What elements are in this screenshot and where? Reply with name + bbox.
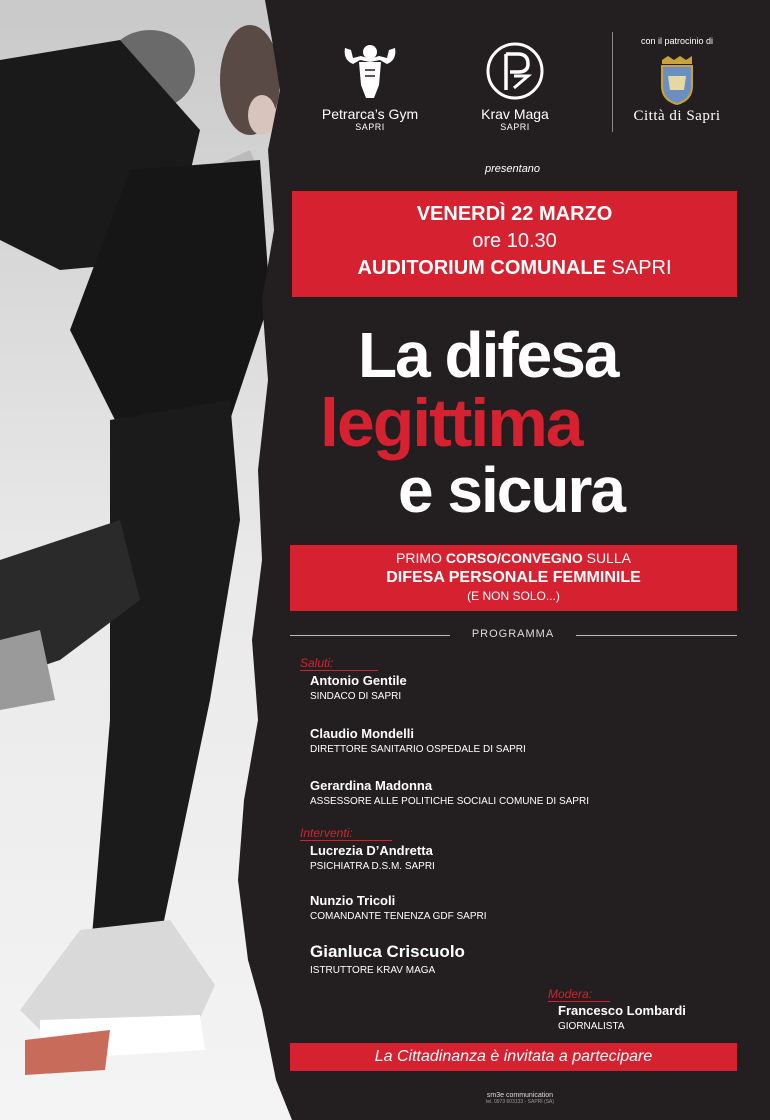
person-name: Nunzio Tricoli — [310, 893, 396, 908]
person-name: Antonio Gentile — [310, 673, 407, 688]
subtitle-line1-a: PRIMO — [396, 550, 446, 566]
saluti-person-1 — [310, 673, 407, 702]
subtitle-box — [290, 545, 737, 611]
title-line-1: La difesa — [358, 319, 618, 391]
credit-contact: tel. 0973 603133 - SAPRI (SA) — [485, 1099, 555, 1105]
person-role: DIRETTORE SANITARIO OSPEDALE DI SAPRI — [310, 744, 526, 755]
subtitle-line2: DIFESA PERSONALE FEMMINILE — [386, 569, 641, 586]
invitation-text: La Cittadinanza è invitata a partecipare — [374, 1048, 653, 1065]
gym-logo — [305, 40, 435, 132]
saluti-label: Saluti: — [300, 656, 334, 670]
event-box — [292, 191, 737, 297]
person-role: ASSESSORE ALLE POLITICHE SOCIALI COMUNE DI SAPRI — [310, 796, 589, 807]
person-name: Gianluca Criscuolo — [310, 942, 465, 961]
event-date: VENERDÌ 22 MARZO — [416, 203, 613, 225]
krav-city: SAPRI — [500, 122, 530, 132]
person-role: SINDACO DI SAPRI — [310, 691, 402, 702]
krav-logo — [465, 40, 565, 132]
saluti-person-3 — [310, 778, 589, 807]
patron-prefix: con il patrocinio di — [640, 36, 714, 46]
presentano-text: presentano — [485, 163, 541, 175]
person-role: COMANDANTE TENENZA GDF SAPRI — [310, 911, 487, 922]
interventi-person-1 — [310, 843, 435, 872]
krav-maga-icon — [484, 40, 546, 102]
person-role: GIORNALISTA — [558, 1021, 625, 1032]
subtitle-line3: (E NON SOLO...) — [467, 589, 560, 603]
coat-of-arms-icon — [656, 54, 698, 106]
person-name: Claudio Mondelli — [310, 726, 414, 741]
person-role: PSICHIATRA D.S.M. SAPRI — [310, 861, 435, 872]
event-venue-city: SAPRI — [611, 257, 672, 279]
modera-underline — [548, 1001, 610, 1002]
saluti-underline — [300, 670, 378, 671]
modera-label: Modera: — [548, 987, 593, 1001]
programma-label: PROGRAMMA — [471, 628, 555, 640]
title-line-3: e sicura — [398, 454, 624, 526]
subtitle-line1-c: SULLA — [582, 550, 631, 566]
gym-city: SAPRI — [355, 122, 385, 132]
subtitle-line1-b: CORSO/CONVEGNO — [445, 550, 583, 566]
interventi-person-3 — [310, 942, 465, 976]
krav-name: Krav Maga — [481, 106, 549, 122]
credit-agency: sm3e communication — [486, 1092, 554, 1099]
person-name: Gerardina Madonna — [310, 778, 433, 793]
interventi-label: Interventi: — [300, 826, 353, 840]
person-name: Francesco Lombardi — [558, 1003, 686, 1018]
person-name: Lucrezia D’Andretta — [310, 843, 433, 858]
modera-person — [558, 1003, 686, 1032]
saluti-person-2 — [310, 726, 526, 755]
interventi-person-2 — [310, 893, 487, 922]
patron-block — [612, 32, 741, 132]
bodybuilder-icon — [335, 40, 405, 100]
credit — [470, 1092, 570, 1105]
invitation-banner — [290, 1043, 737, 1071]
interventi-underline — [300, 840, 392, 841]
event-time: ore 10.30 — [472, 230, 557, 252]
gym-name: Petrarca’s Gym — [321, 106, 419, 122]
person-role: ISTRUTTORE KRAV MAGA — [310, 965, 436, 976]
programma-divider — [290, 628, 737, 642]
event-venue: AUDITORIUM COMUNALE — [357, 257, 606, 279]
title-line-2: legittima — [320, 385, 582, 461]
patron-name: Città di Sapri — [633, 108, 721, 124]
